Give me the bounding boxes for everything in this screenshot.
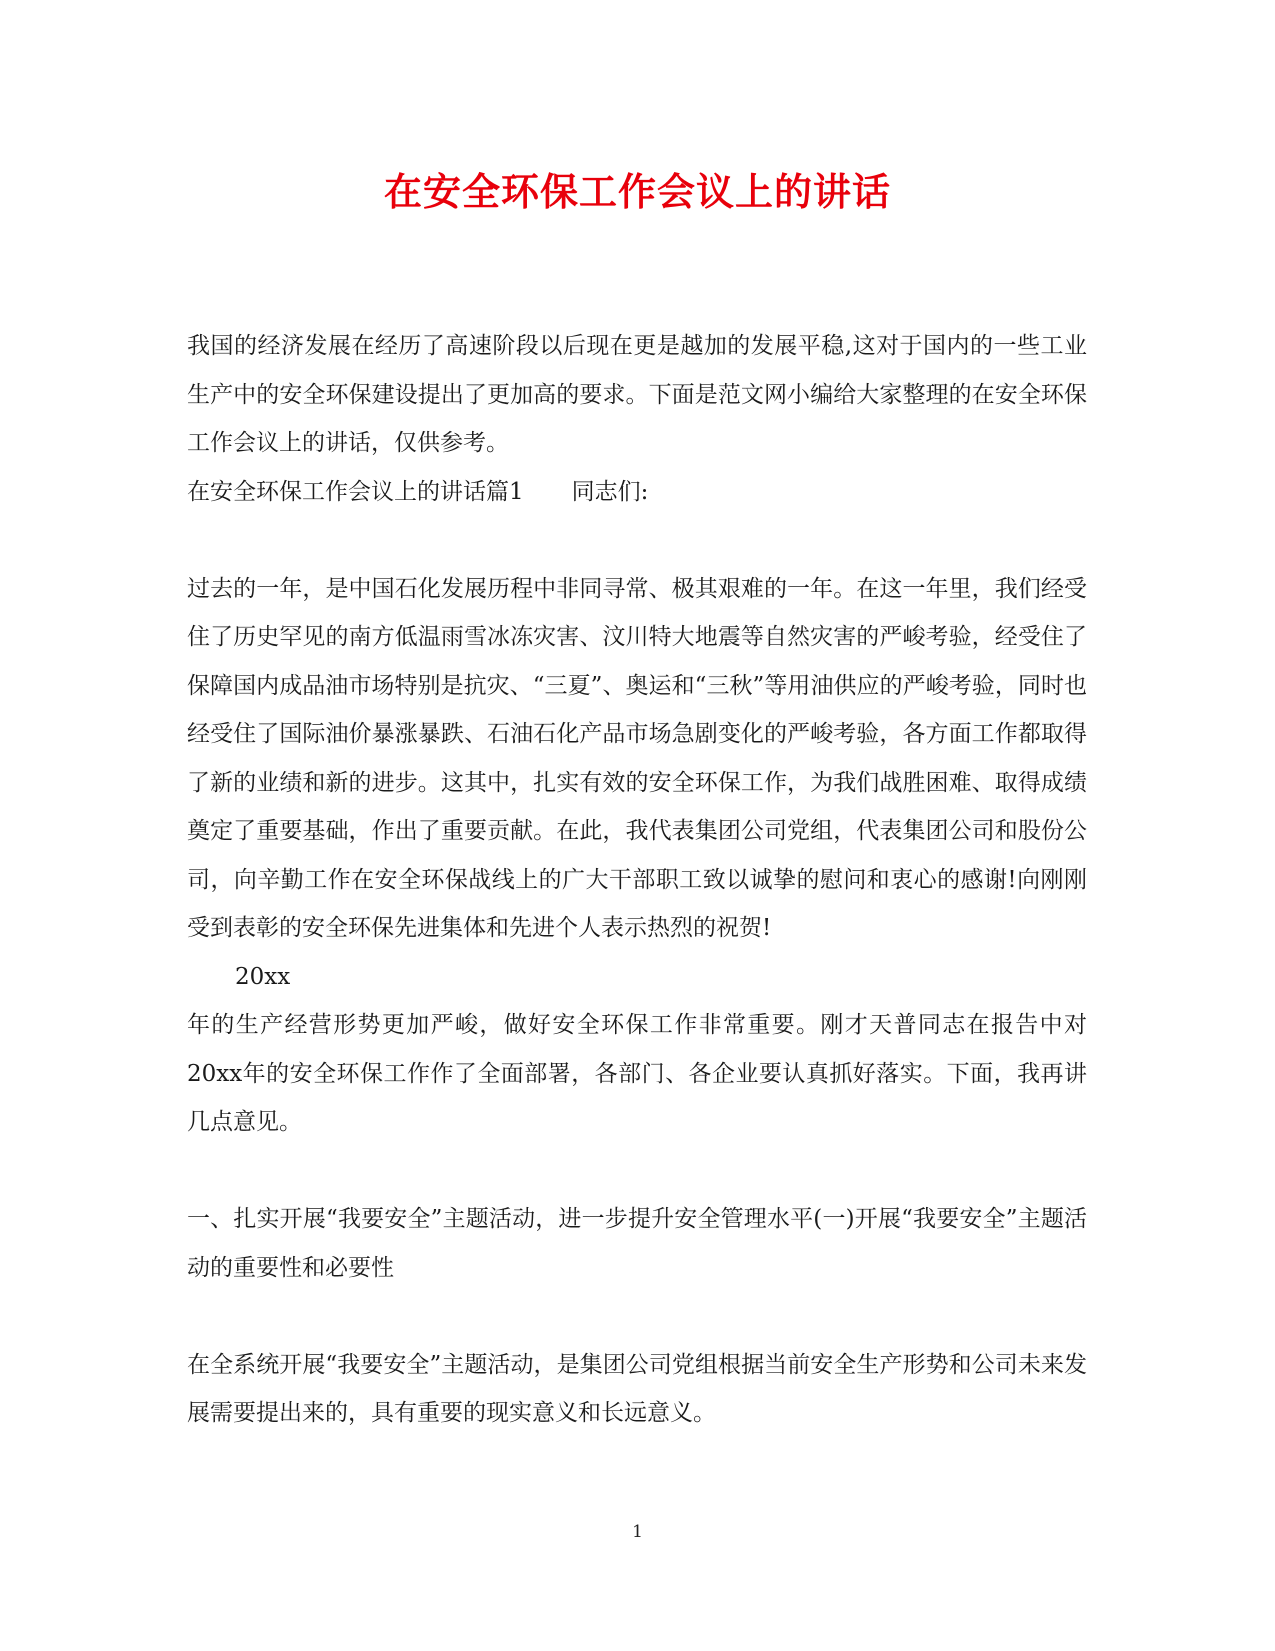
- blank-line: [187, 1147, 1087, 1196]
- paragraph-3: 在全系统开展“我要安全”主题活动，是集团公司党组根据当前安全生产形势和公司未来发展需要提出来的，具有重要的现实意义和长远意义。: [187, 1351, 1087, 1426]
- paragraph-2: 年的生产经营形势更加严峻，做好安全环保工作非常重要。刚才天普同志在报告中对20xx年的安全环保工作作了全面部署，各部门、各企业要认真抓好落实。下面，我再讲几点意见。: [187, 1012, 1087, 1135]
- section-title: 在安全环保工作会议上的讲话篇1: [187, 478, 524, 505]
- heading-1: 一、扎实开展“我要安全”主题活动，进一步提升安全管理水平(一)开展“我要安全”主题活动的重要性和必要性: [187, 1206, 1087, 1281]
- blank-line: [187, 1292, 1087, 1341]
- document-body: [187, 322, 1087, 1438]
- blank-line: [187, 516, 1087, 565]
- year-label: 20xx: [235, 963, 291, 990]
- page-number: 1: [632, 1522, 643, 1542]
- intro-paragraph: 我国的经济发展在经历了高速阶段以后现在更是越加的发展平稳,这对于国内的一些工业生产中的安全环保建设提出了更加高的要求。下面是范文网小编给大家整理的在安全环保工作会议上的讲话，仅供参考。: [187, 333, 1087, 456]
- paragraph-1: 过去的一年，是中国石化发展历程中非同寻常、极其艰难的一年。在这一年里，我们经受住了历史罕见的南方低温雨雪冰冻灾害、汶川特大地震等自然灾害的严峻考验，经受住了保障国内成品油市场特别是抗灾、“三夏”、奥运和“三秋”等用油供应的严峻考验，同时也经受住了国际油价暴涨暴跌、石油石化产品市场急剧变化的严峻考验，各方面工作都取得了新的业绩和新的进步。这其中，扎实有效的安全环保工作，为我们战胜困难、取得成绩奠定了重要基础，作出了重要贡献。在此，我代表集团公司党组，代表集团公司和股份公司，向辛勤工作在安全环保战线上的广大干部职工致以诚挚的慰问和衷心的感谢!向刚刚受到表彰的安全环保先进集体和先进个人表示热烈的祝贺!: [187, 575, 1087, 941]
- salutation: 同志们:: [571, 478, 649, 505]
- document-title: 在安全环保工作会议上的讲话: [383, 169, 891, 214]
- section-heading: [187, 468, 1087, 517]
